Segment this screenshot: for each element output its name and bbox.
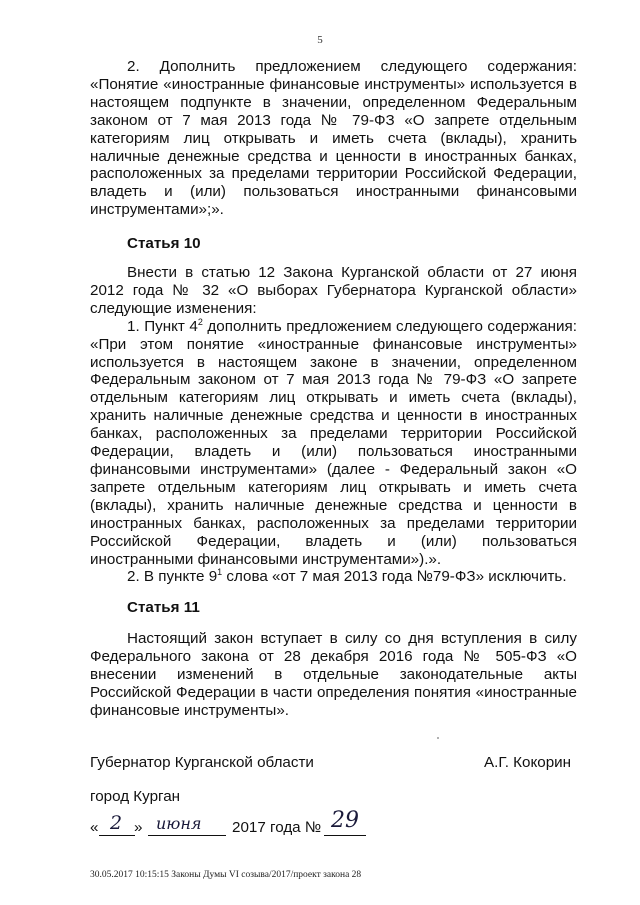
article-11-heading: Статья 11 (127, 599, 200, 616)
date-open-quote: « (90, 819, 99, 836)
paragraph: Настоящий закон вступает в силу со дня вступления в силу Федерального закона от 28 декабря 2016 года № 505-ФЗ «О внесении изменений в отдельные законодательные акты Российской Федерации в части определения понятия «иностранные финансовые инструменты». (90, 630, 577, 719)
page-number: 5 (317, 34, 323, 46)
year-text: 2017 года № (232, 819, 322, 836)
amendment-text-block-1 (90, 58, 577, 219)
superscript: 1 (217, 567, 223, 578)
paragraph (90, 318, 577, 569)
signature-title: Губернатор Курганской области (90, 754, 314, 771)
city-label: город Курган (90, 788, 181, 805)
footer-path: 30.05.2017 10:15:15 Законы Думы VI созыва/2017/проект закона 28 (90, 870, 362, 880)
text-span: слова «от 7 мая 2013 года №79-ФЗ» исключить. (222, 568, 567, 586)
superscript: 2 (197, 316, 203, 327)
date-line (90, 808, 390, 843)
text-span: дополнить предложением следующего содержания: «При этом понятие «иностранные финансовые инструменты» используется в настоящем законе в значении, определенном Федеральным законом от 7 мая 2013 года № 79-ФЗ «О запрете отдельным категориям лиц открывать и иметь счета (вклады), хранить наличные денежные средства и ценности в иностранных банках, расположенных за пределами территории Российской Федерации, владеть и (или) пользоваться иностранными финансовыми инструментами» (далее - Федеральный закон «О запрете отдельным категориям лиц открывать и иметь счета (вклады), хранить наличные денежные средства и ценности в иностранных банках, расположенных за пределами территории Российской Федерации, владеть и (или) пользоваться иностранными финансовыми инструментами»).». (90, 317, 577, 568)
month-underline (148, 835, 226, 836)
signature-name: А.Г. Кокорин (484, 754, 572, 771)
article-10-heading: Статья 10 (127, 235, 201, 252)
day-underline (99, 835, 135, 836)
handwritten-month: июня (156, 814, 202, 833)
handwritten-day: 2 (110, 812, 123, 834)
article-10-text (90, 264, 577, 586)
date-close-quote: » (134, 819, 143, 836)
text-span: 2. В пункте 9 (127, 568, 218, 586)
paragraph: 2. Дополнить предложением следующего содержания: «Понятие «иностранные финансовые инструменты» используется в настоящем подпункте в значении, определенном Федеральным законом от 7 мая 2013 года № 79-ФЗ «О запрете отдельным категориям лиц открывать и иметь счета (вклады), хранить наличные денежные средства и ценности в иностранных банках, расположенных за пределами территории Российской Федерации, владеть и (или) пользоваться иностранными финансовыми инструментами»;». (90, 58, 577, 219)
handwritten-number: 29 (331, 808, 359, 833)
number-underline (324, 835, 366, 836)
text-span: 1. Пункт 4 (127, 317, 198, 335)
article-11-text (90, 630, 577, 720)
scan-dot (437, 737, 439, 739)
paragraph (90, 568, 577, 586)
paragraph: Внести в статью 12 Закона Курганской области от 27 июня 2012 года № 32 «О выборах Губернатора Курганской области» следующие изменения: (90, 264, 577, 317)
